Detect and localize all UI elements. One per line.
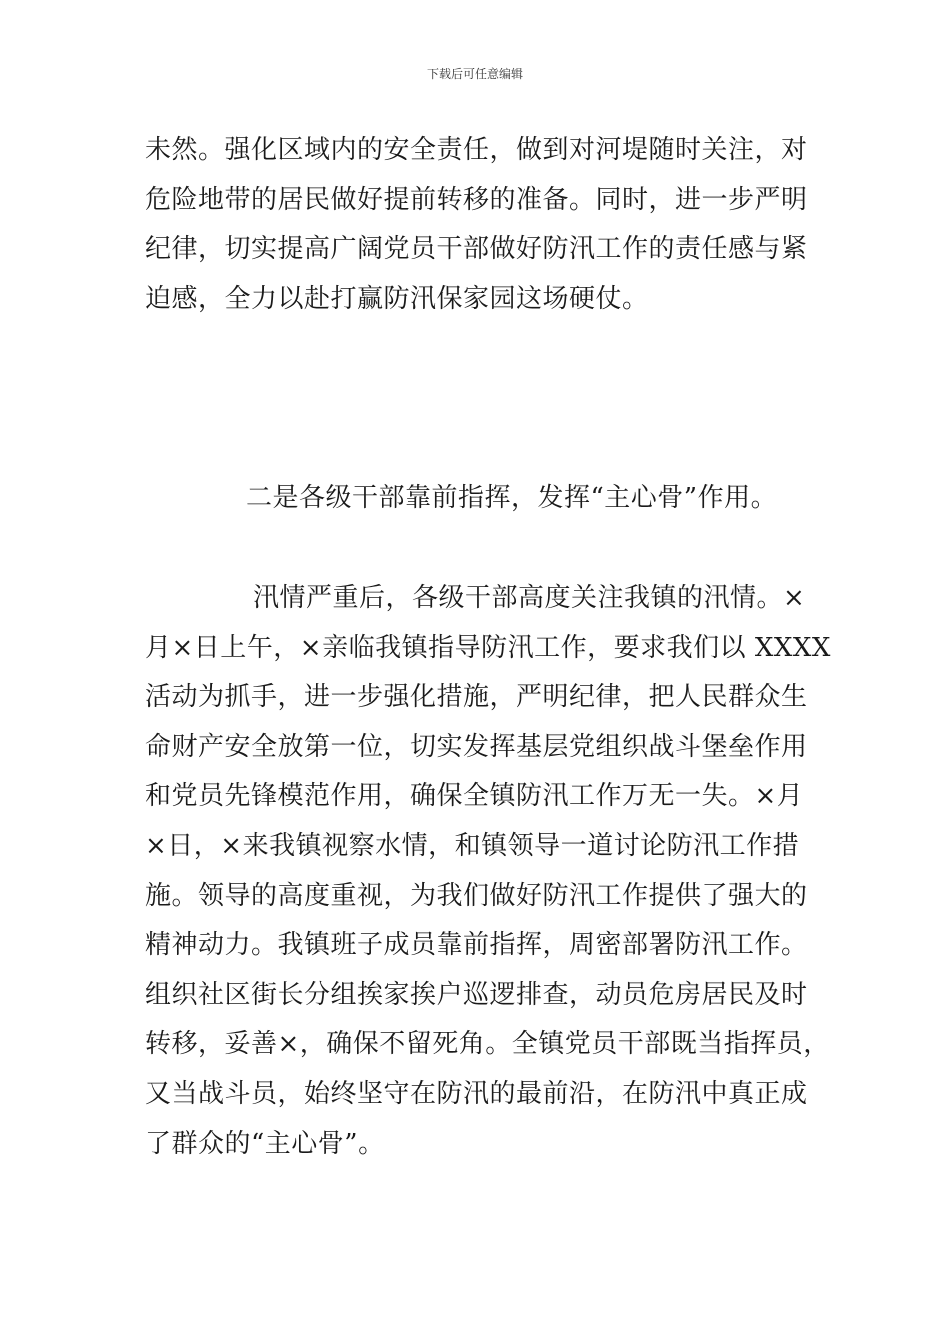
section-heading-2: [246, 474, 806, 524]
paragraph-2: [145, 574, 831, 1169]
text-line: 危险地带的居民做好提前转移的准备。同时，进一步严明: [145, 184, 808, 215]
text-line: 迫感，全力以赴打赢防汛保家园这场硬仗。: [145, 283, 649, 314]
text-line: 精神动力。我镇班子成员靠前指挥，周密部署防汛工作。: [145, 930, 808, 961]
text-line: ×日，×来我镇视察水情，和镇领导一道讨论防汛工作措: [145, 830, 800, 861]
text-line: 转移，妥善×，确保不留死角。全镇党员干部既当指挥员，: [145, 1029, 830, 1060]
text-line: 汛情严重后，各级干部高度关注我镇的汛情。×: [253, 583, 806, 613]
text-line: 施。领导的高度重视，为我们做好防汛工作提供了强大的: [145, 880, 808, 911]
text-line: 又当战斗员，始终坚守在防汛的最前沿，在防汛中真正成: [145, 1078, 808, 1109]
heading-text: 二是各级干部靠前指挥，发挥“主心骨”作用。: [246, 483, 778, 513]
text-line: 月×日上午，×亲临我镇指导防汛工作，要求我们以 XXXX: [145, 632, 831, 663]
paragraph-1: [145, 126, 813, 324]
text-line: 组织社区街长分组挨家挨户巡逻排查，动员危房居民及时: [145, 979, 808, 1010]
text-line: 活动为抓手，进一步强化措施，严明纪律，把人民群众生: [145, 682, 808, 713]
header-note: 下载后可任意编辑: [426, 67, 523, 81]
text-line: 和党员先锋模范作用，确保全镇防汛工作万无一失。×月: [145, 781, 804, 812]
text-line: 命财产安全放第一位，切实发挥基层党组织战斗堡垒作用: [145, 731, 808, 762]
text-line: 了群众的“主心骨”。: [145, 1128, 385, 1159]
text-line: 未然。强化区域内的安全责任，做到对河堤随时关注，对: [145, 135, 808, 165]
text-line: 纪律，切实提高广阔党员干部做好防汛工作的责任感与紧: [145, 234, 808, 265]
